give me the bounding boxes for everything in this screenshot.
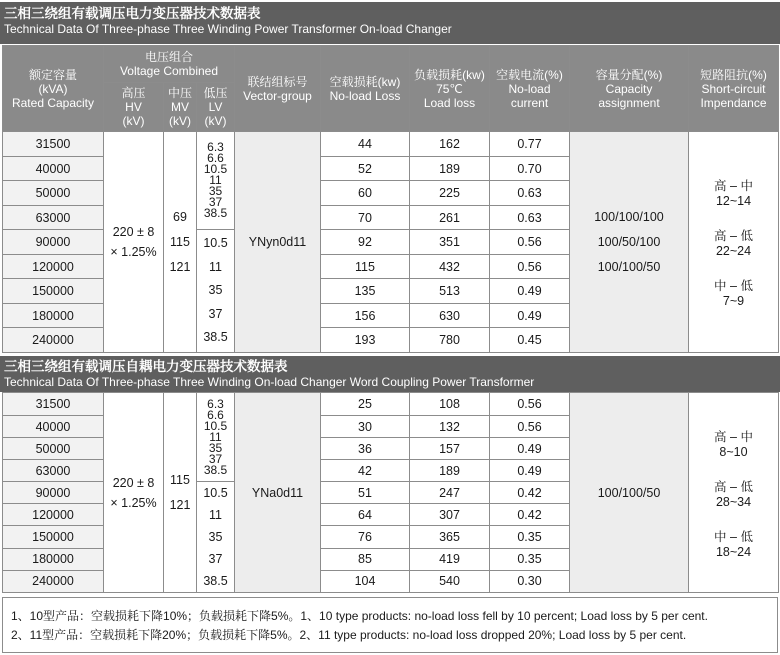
t1-load: 432 [410,255,490,279]
t2-load: 540 [410,570,490,592]
t1-noload: 115 [321,255,410,279]
t1-cap: 31500 [3,132,104,157]
t1-hv: 220 ± 8 × 1.25% [104,132,164,353]
t2-cap: 63000 [3,460,104,482]
note-1: 1、10型产品：空载损耗下降10%；负载损耗下降5%。1、10 type products: no-load loss fell by 10 percent; Load loss by 5 per cent. [11,609,708,623]
t1-load: 189 [410,157,490,181]
t1-impedance: 高 – 中 12~14 高 – 低 22~24 中 – 低 7~9 [689,132,779,353]
t1-current: 0.77 [490,132,570,157]
t2-mv: 115 121 [164,393,197,593]
t2-load: 247 [410,482,490,504]
header-noload-current: 空载电流(%) No-load current [490,46,570,132]
section1-title-en: Technical Data Of Three-phase Three Winding Power Transformer On-load Changer [4,22,452,36]
t2-noload: 76 [321,526,410,548]
t2-cap: 90000 [3,482,104,504]
section1-banner [0,2,780,44]
t1-load: 162 [410,132,490,157]
section2-title-en: Technical Data Of Three-phase Three Winding On-load Changer Word Coupling Power Transformer [4,375,535,389]
t1-current: 0.45 [490,328,570,353]
section1-title-cn: 三相三绕组有载调压电力变压器技术数据表 [4,6,261,22]
t2-current: 0.56 [490,393,570,416]
header-impedance: 短路阻抗(%) Short-circuit Impendance [689,46,779,132]
t1-cap: 180000 [3,304,104,328]
t1-noload: 44 [321,132,410,157]
t2-capacity-assignment: 100/100/50 [570,393,689,593]
t1-noload: 52 [321,157,410,181]
header-lv: 低压 LV (kV) [197,83,235,132]
t2-current: 0.42 [490,504,570,526]
t2-noload: 42 [321,460,410,482]
t2-noload: 30 [321,416,410,438]
t2-current: 0.49 [490,438,570,460]
t1-load: 630 [410,304,490,328]
t1-load: 351 [410,230,490,255]
t1-cap: 40000 [3,157,104,181]
t2-load: 108 [410,393,490,416]
t1-load: 261 [410,206,490,230]
t2-cap: 40000 [3,416,104,438]
t2-current: 0.35 [490,548,570,570]
t1-load: 513 [410,279,490,304]
t2-lv-list: 10.5 11 35 37 38.5 [197,482,235,593]
t2-cap: 180000 [3,548,104,570]
t1-capacity-assignment: 100/100/100 100/50/100 100/100/50 [570,132,689,353]
t1-vector: YNyn0d11 [235,132,321,353]
t1-noload: 60 [321,181,410,206]
header-hv: 高压 HV (kV) [104,83,164,132]
t2-load: 307 [410,504,490,526]
t2-load: 189 [410,460,490,482]
t1-cap: 63000 [3,206,104,230]
t2-current: 0.49 [490,460,570,482]
t2-current: 0.30 [490,570,570,592]
table2 [2,392,779,593]
t1-cap: 50000 [3,181,104,206]
t1-load: 225 [410,181,490,206]
t2-cap: 120000 [3,504,104,526]
t2-hv: 220 ± 8 × 1.25% [104,393,164,593]
t1-current: 0.70 [490,157,570,181]
t1-noload: 156 [321,304,410,328]
t1-load: 780 [410,328,490,353]
t2-current: 0.35 [490,526,570,548]
notes [2,597,778,653]
t2-current: 0.42 [490,482,570,504]
t1-noload: 92 [321,230,410,255]
t2-noload: 25 [321,393,410,416]
t2-impedance: 高 – 中 8~10 高 – 低 28~34 中 – 低 18~24 [689,393,779,593]
t2-current: 0.56 [490,416,570,438]
t1-current: 0.63 [490,206,570,230]
t2-cap: 150000 [3,526,104,548]
t2-vector: YNa0d11 [235,393,321,593]
t2-load: 419 [410,548,490,570]
t1-lv-stack: 6.3 6.6 10.5 11 35 37 38.5 [197,132,235,230]
t1-current: 0.56 [490,255,570,279]
t2-cap: 31500 [3,393,104,416]
t2-cap: 50000 [3,438,104,460]
t1-mv: 69 115 121 [164,132,197,353]
t2-cap: 240000 [3,570,104,592]
header-load-loss: 负载损耗(kw) 75℃ Load loss [410,46,490,132]
header-noload-loss: 空载损耗(kw) No-load Loss [321,46,410,132]
t2-lv-stack: 6.3 6.6 10.5 11 35 37 38.5 [197,393,235,482]
t2-noload: 51 [321,482,410,504]
header-capacity: 额定容量 (kVA) Rated Capacity [3,46,104,132]
t2-load: 132 [410,416,490,438]
t2-load: 157 [410,438,490,460]
t2-noload: 36 [321,438,410,460]
t1-current: 0.63 [490,181,570,206]
t1-noload: 135 [321,279,410,304]
section2-banner [0,356,780,392]
header-voltage-group: 电压组合 Voltage Combined [104,46,235,83]
t2-noload: 85 [321,548,410,570]
table1 [2,45,779,353]
header-mv: 中压 MV (kV) [164,83,197,132]
t1-noload: 70 [321,206,410,230]
t2-noload: 104 [321,570,410,592]
t1-noload: 193 [321,328,410,353]
header-capacity-assignment: 容量分配(%) Capacity assignment [570,46,689,132]
t1-lv-list: 10.5 11 35 37 38.5 [197,230,235,353]
t1-cap: 150000 [3,279,104,304]
t1-cap: 90000 [3,230,104,255]
header-vector: 联结组标号 Vector-group [235,46,321,132]
note-2: 2、11型产品：空载损耗下降20%；负载损耗下降5%。2、11 type products: no-load loss dropped 20%; Load loss by 5 per cent. [11,628,687,642]
t2-load: 365 [410,526,490,548]
t1-cap: 240000 [3,328,104,353]
section2-title-cn: 三相三绕组有载调压自耦电力变压器技术数据表 [4,359,288,375]
t1-cap: 120000 [3,255,104,279]
t1-current: 0.56 [490,230,570,255]
t1-current: 0.49 [490,279,570,304]
t2-noload: 64 [321,504,410,526]
t1-current: 0.49 [490,304,570,328]
